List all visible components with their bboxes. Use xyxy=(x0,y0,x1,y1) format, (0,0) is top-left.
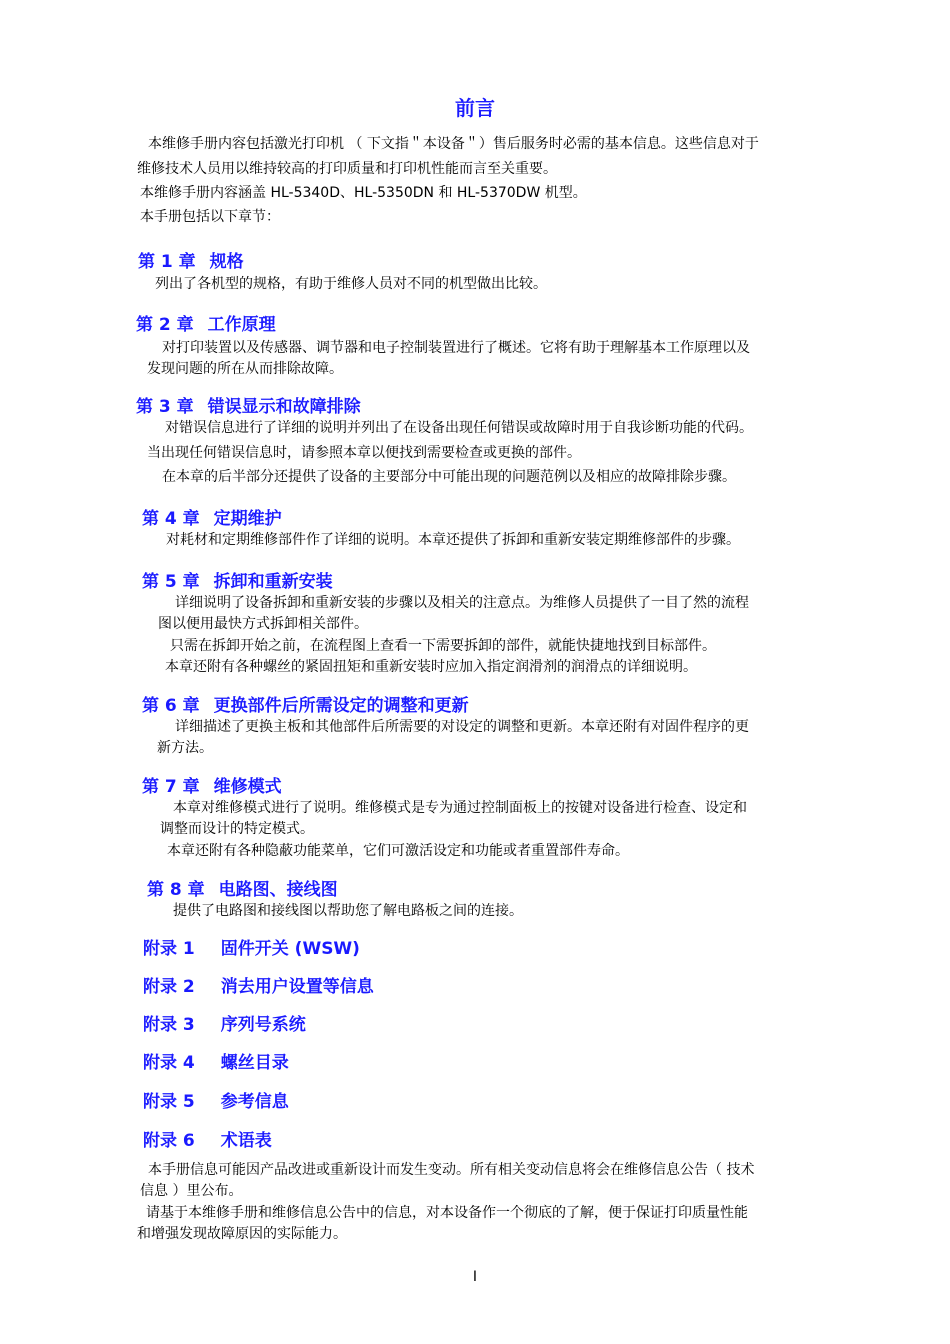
chapter-name: 拆卸和重新安装 xyxy=(213,572,333,592)
chapter-5-heading xyxy=(142,567,333,592)
intro-line: 本维修手册内容涵盖 HL-5340D、HL-5350DN 和 HL-5370DW 机型。 xyxy=(140,185,587,201)
outro-line: 和增强发现故障原因的实际能力。 xyxy=(137,1226,347,1242)
appendix-number: 附录 3 xyxy=(143,1015,195,1035)
chapter-name: 维修模式 xyxy=(213,777,282,797)
chapter-number: 第 6 章 xyxy=(142,696,200,716)
appendix-6-heading xyxy=(143,1126,272,1151)
chapter-7-desc: 调整而设计的特定模式。 xyxy=(160,821,314,837)
appendix-name: 螺丝目录 xyxy=(220,1053,289,1073)
appendix-1-heading xyxy=(143,934,360,959)
appendix-number: 附录 4 xyxy=(143,1053,195,1073)
page-title: 前言 xyxy=(455,96,495,120)
chapter-2-desc: 对打印装置以及传感器、调节器和电子控制装置进行了概述。它将有助于理解基本工作原理以及 xyxy=(162,340,750,356)
chapter-1-desc: 列出了各机型的规格，有助于维修人员对不同的机型做出比较。 xyxy=(155,276,547,292)
chapter-3-desc: 在本章的后半部分还提供了设备的主要部分中可能出现的问题范例以及相应的故障排除步骤。 xyxy=(162,469,736,485)
chapter-4-heading xyxy=(142,504,282,529)
chapter-7-desc: 本章对维修模式进行了说明。维修模式是专为通过控制面板上的按键对设备进行检查、设定和 xyxy=(173,800,747,816)
chapter-8-heading xyxy=(147,875,338,900)
chapter-6-heading xyxy=(142,691,469,716)
chapter-5-desc: 图以便用最快方式拆卸相关部件。 xyxy=(158,616,368,632)
chapter-name: 工作原理 xyxy=(207,315,276,335)
appendix-number: 附录 6 xyxy=(143,1131,195,1151)
page-number: I xyxy=(472,1269,478,1285)
chapter-name: 定期维护 xyxy=(213,509,282,529)
chapter-7-desc: 本章还附有各种隐蔽功能菜单，它们可激活设定和功能或者重置部件寿命。 xyxy=(167,843,629,859)
appendix-name: 消去用户设置等信息 xyxy=(220,977,374,997)
intro-line: 本维修手册内容包括激光打印机 （ 下文指＂本设备＂）售后服务时必需的基本信息。这些信息对于 xyxy=(148,136,759,152)
outro-line: 请基于本维修手册和维修信息公告中的信息，对本设备作一个彻底的了解，便于保证打印质量性能 xyxy=(146,1205,748,1221)
chapter-3-desc: 当出现任何错误信息时，请参照本章以便找到需要检查或更换的部件。 xyxy=(147,445,581,461)
chapter-3-heading xyxy=(136,392,361,417)
appendix-4-heading xyxy=(143,1048,289,1073)
chapter-2-desc: 发现问题的所在从而排除故障。 xyxy=(147,361,343,377)
outro-line: 本手册信息可能因产品改进或重新设计而发生变动。所有相关变动信息将会在维修信息公告（ 技术 xyxy=(148,1162,755,1178)
chapter-number: 第 5 章 xyxy=(142,572,200,592)
chapter-7-heading xyxy=(142,772,282,797)
chapter-5-desc: 本章还附有各种螺丝的紧固扭矩和重新安装时应加入指定润滑剂的润滑点的详细说明。 xyxy=(165,659,697,675)
chapter-5-desc: 只需在拆卸开始之前，在流程图上查看一下需要拆卸的部件，就能快捷地找到目标部件。 xyxy=(170,638,716,654)
appendix-3-heading xyxy=(143,1010,306,1035)
appendix-5-heading xyxy=(143,1087,289,1112)
intro-line: 本手册包括以下章节： xyxy=(140,209,280,225)
chapter-4-desc: 对耗材和定期维修部件作了详细的说明。本章还提供了拆卸和重新安装定期维修部件的步骤。 xyxy=(166,532,740,548)
appendix-number: 附录 5 xyxy=(143,1092,195,1112)
intro-line: 维修技术人员用以维持较高的打印质量和打印机性能而言至关重要。 xyxy=(137,161,557,177)
appendix-number: 附录 1 xyxy=(143,939,195,959)
appendix-name: 参考信息 xyxy=(220,1092,289,1112)
appendix-name: 固件开关 (WSW) xyxy=(220,939,360,959)
chapter-6-desc: 详细描述了更换主板和其他部件后所需要的对设定的调整和更新。本章还附有对固件程序的更 xyxy=(175,719,749,735)
chapter-name: 电路图、接线图 xyxy=(218,880,338,900)
chapter-number: 第 2 章 xyxy=(136,315,194,335)
chapter-number: 第 1 章 xyxy=(138,252,196,272)
chapter-number: 第 4 章 xyxy=(142,509,200,529)
chapter-2-heading xyxy=(136,310,276,335)
chapter-1-heading xyxy=(138,247,244,272)
chapter-name: 规格 xyxy=(209,252,244,272)
chapter-name: 错误显示和故障排除 xyxy=(207,397,361,417)
chapter-number: 第 7 章 xyxy=(142,777,200,797)
chapter-5-desc: 详细说明了设备拆卸和重新安装的步骤以及相关的注意点。为维修人员提供了一目了然的流程 xyxy=(175,595,749,611)
appendix-2-heading xyxy=(143,972,374,997)
chapter-name: 更换部件后所需设定的调整和更新 xyxy=(213,696,469,716)
outro-line: 信息 ）里公布。 xyxy=(140,1183,243,1199)
chapter-6-desc: 新方法。 xyxy=(157,740,213,756)
appendix-name: 术语表 xyxy=(220,1131,272,1151)
chapter-3-desc: 对错误信息进行了详细的说明并列出了在设备出现任何错误或故障时用于自我诊断功能的代码。 xyxy=(165,420,753,436)
appendix-name: 序列号系统 xyxy=(220,1015,306,1035)
appendix-number: 附录 2 xyxy=(143,977,195,997)
chapter-8-desc: 提供了电路图和接线图以帮助您了解电路板之间的连接。 xyxy=(173,903,523,919)
chapter-number: 第 3 章 xyxy=(136,397,194,417)
chapter-number: 第 8 章 xyxy=(147,880,205,900)
